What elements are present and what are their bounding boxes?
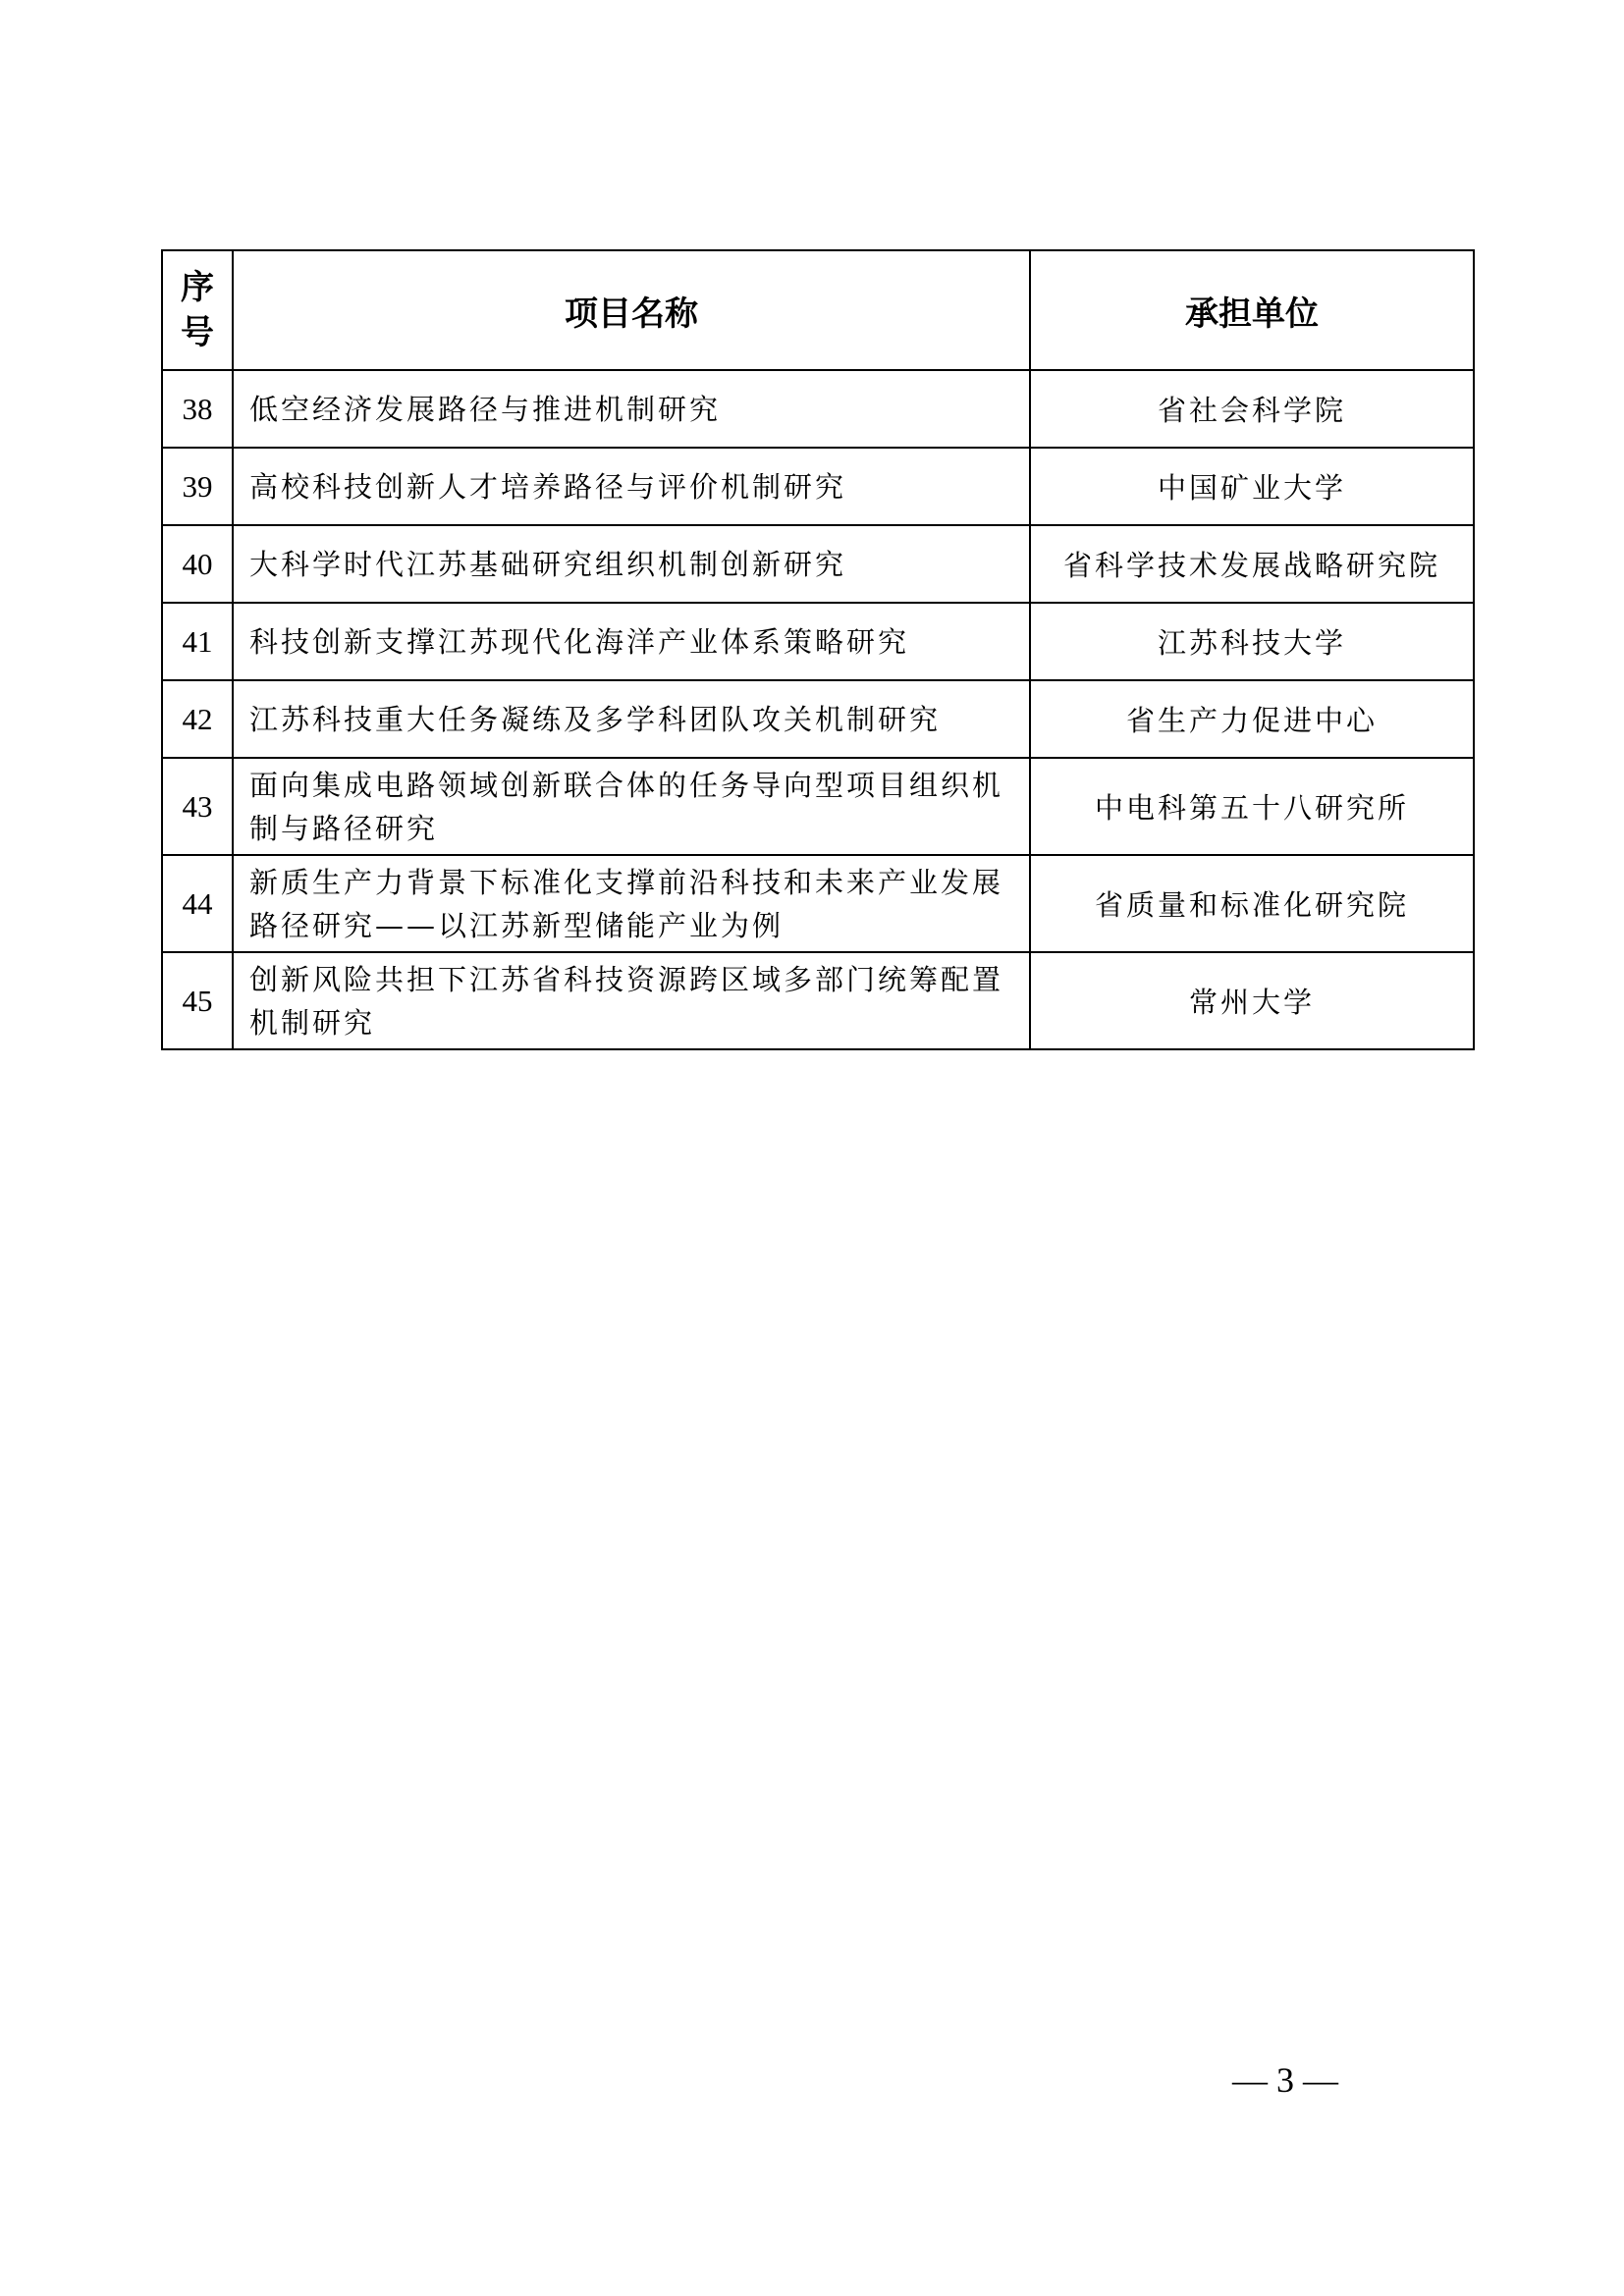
table-row [162,525,1474,603]
header-seq-line2: 号 [181,313,214,352]
row-unit: 江苏科技大学 [1030,603,1474,680]
row-unit: 省科学技术发展战略研究院 [1030,525,1474,603]
header-project-name: 项目名称 [233,250,1030,370]
table-row [162,855,1474,952]
table-row [162,370,1474,448]
row-unit: 省生产力促进中心 [1030,680,1474,758]
row-seq: 44 [162,855,233,952]
table-row [162,603,1474,680]
row-unit: 中电科第五十八研究所 [1030,758,1474,855]
table-row [162,680,1474,758]
row-project-name: 创新风险共担下江苏省科技资源跨区域多部门统筹配置机制研究 [233,952,1030,1049]
row-seq: 40 [162,525,233,603]
row-unit: 常州大学 [1030,952,1474,1049]
row-project-name: 新质生产力背景下标准化支撑前沿科技和未来产业发展路径研究——以江苏新型储能产业为例 [233,855,1030,952]
header-seq [162,250,233,370]
page-number: — 3 — [1232,2060,1338,2100]
row-seq: 39 [162,448,233,525]
row-unit: 中国矿业大学 [1030,448,1474,525]
row-project-name: 高校科技创新人才培养路径与评价机制研究 [233,448,1030,525]
row-seq: 43 [162,758,233,855]
row-project-name: 大科学时代江苏基础研究组织机制创新研究 [233,525,1030,603]
row-seq: 38 [162,370,233,448]
row-seq: 42 [162,680,233,758]
header-seq-line1: 序 [181,268,214,307]
row-project-name: 科技创新支撑江苏现代化海洋产业体系策略研究 [233,603,1030,680]
table-row [162,952,1474,1049]
row-seq: 41 [162,603,233,680]
table-header-row [162,250,1474,370]
row-project-name: 低空经济发展路径与推进机制研究 [233,370,1030,448]
row-seq: 45 [162,952,233,1049]
row-unit: 省社会科学院 [1030,370,1474,448]
project-table [161,249,1475,1050]
table-row [162,448,1474,525]
header-unit: 承担单位 [1030,250,1474,370]
row-project-name: 江苏科技重大任务凝练及多学科团队攻关机制研究 [233,680,1030,758]
row-project-name: 面向集成电路领域创新联合体的任务导向型项目组织机制与路径研究 [233,758,1030,855]
table-row [162,758,1474,855]
row-unit: 省质量和标准化研究院 [1030,855,1474,952]
